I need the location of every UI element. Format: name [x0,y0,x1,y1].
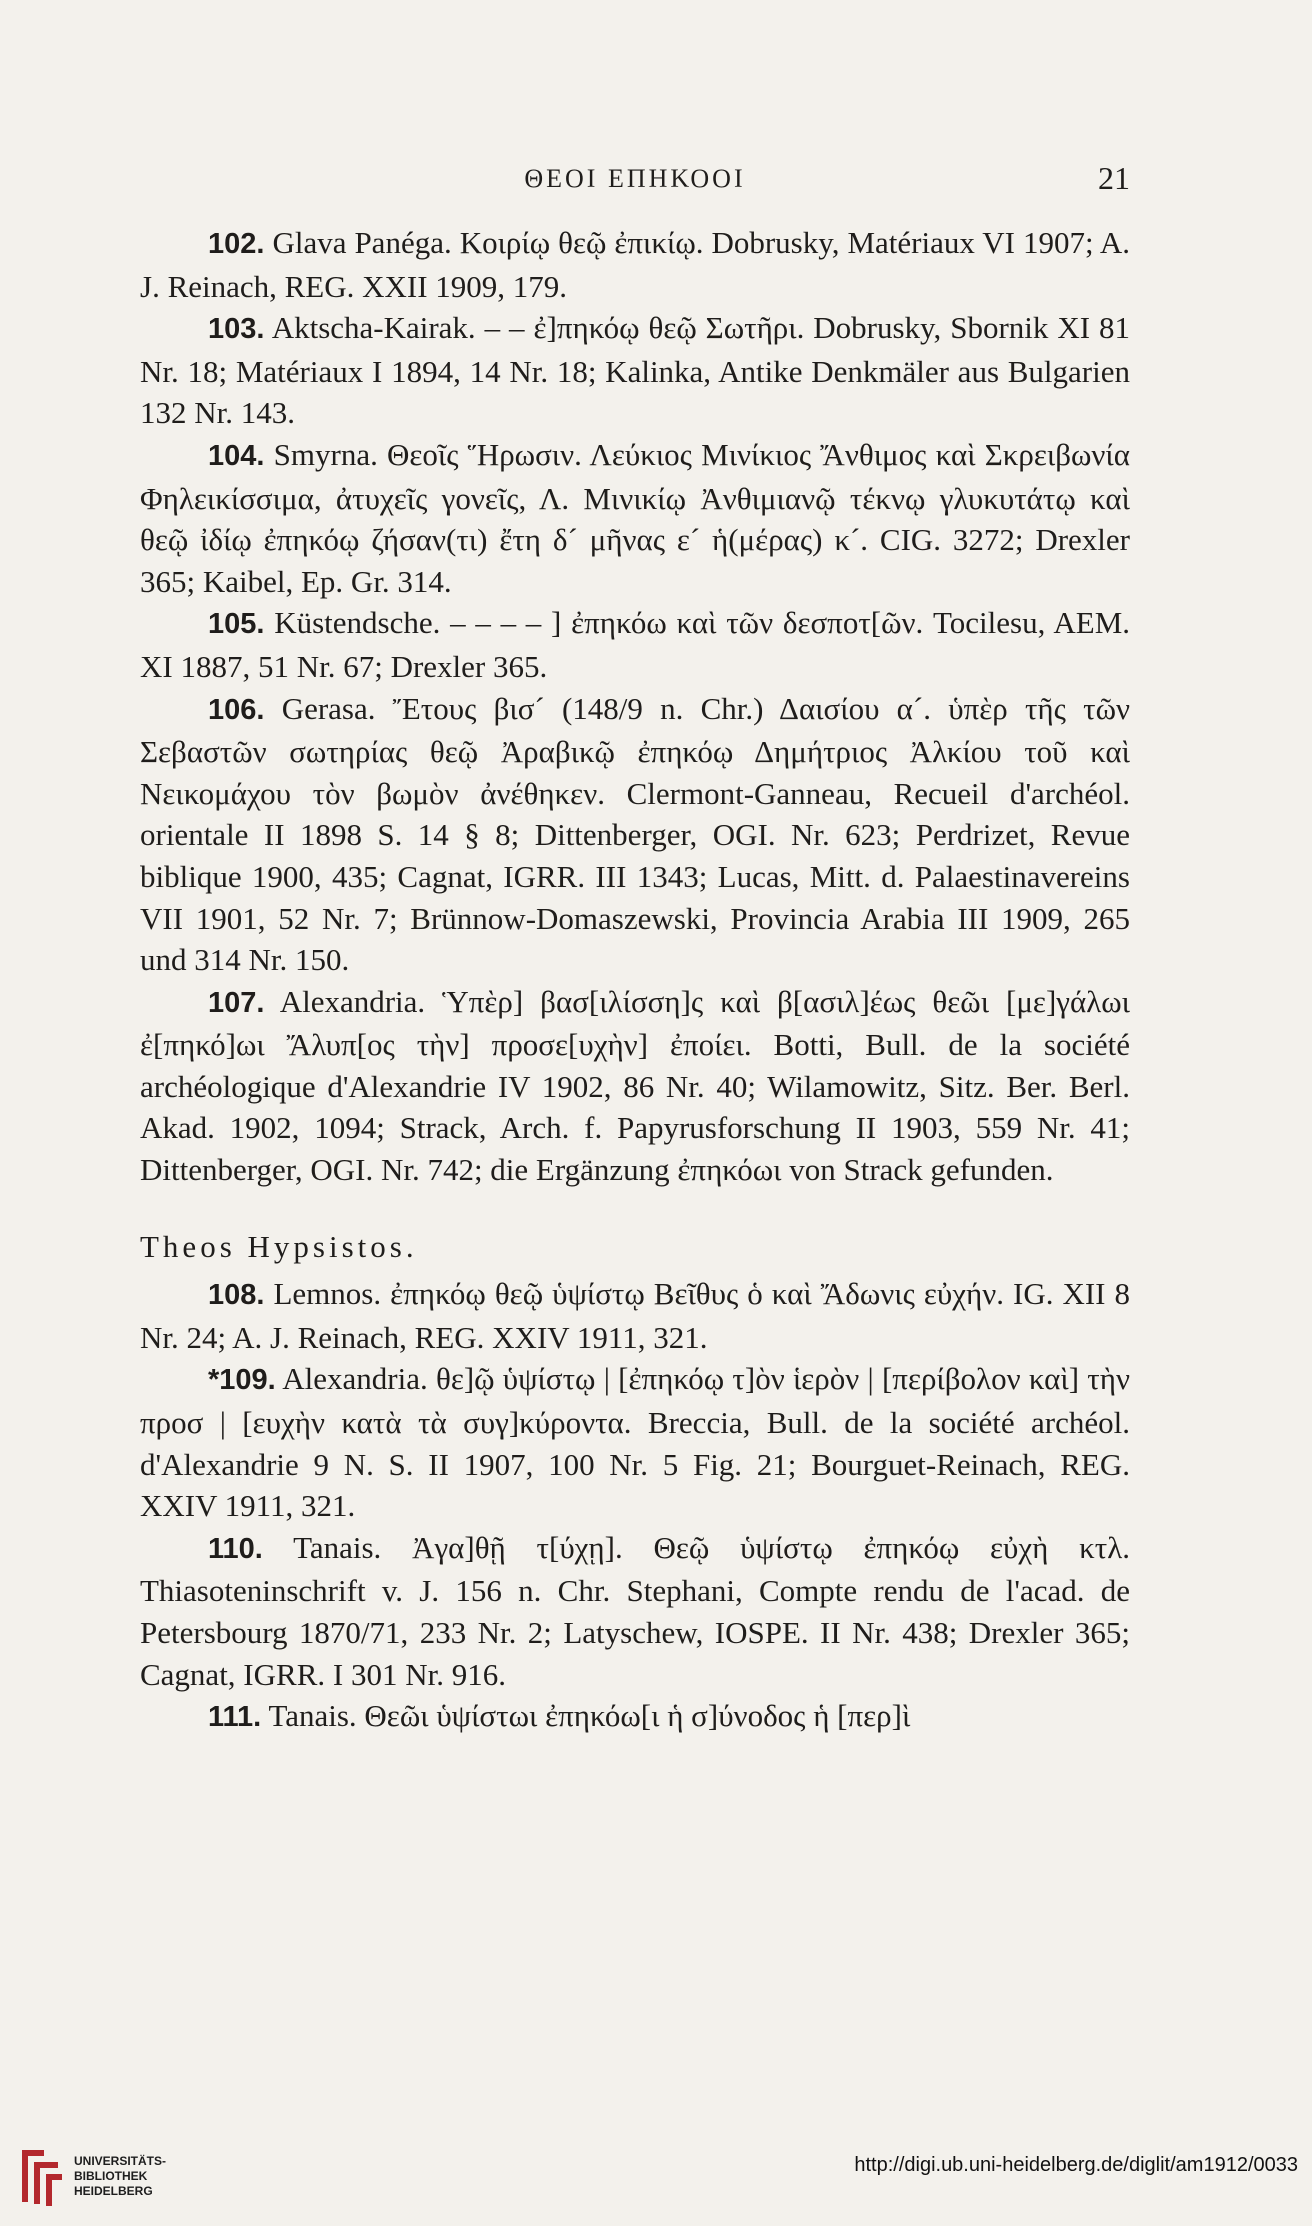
library-name-line: BIBLIOTHEK [74,2169,148,2183]
entry-number: 103. [208,313,265,346]
entry-text: Alexandria. θε]ῷ ὑψίστῳ | [ἐπηκόῳ τ]ὸν ἱερὸν | [περίβολον καὶ] τὴν προσ | [ευχὴν κατὰ τὰ συγ]κύροντα. Breccia, Bull. de la société archéol. d'Alexandrie 9 N. S. II 1907, 100 Nr. 5 Fig. 21; Bourguet-Reinach, REG. XXIV 1911, 321. [140,1361,1130,1524]
entry [140,1527,1130,1695]
entry-text: Glava Panéga. Κοιρίῳ θεῷ ἐπικίῳ. Dobrusky, Matériaux VI 1907; A. J. Reinach, REG. XXII 1909, 179. [140,225,1130,304]
entry-number: 105. [208,608,265,641]
library-name [74,2154,166,2199]
entry-number: 108. [208,1279,265,1312]
entry-number: 110. [208,1532,263,1565]
entries-before [140,222,1130,1191]
section-title: Theos Hypsistos. [140,1228,418,1264]
entry [140,222,1130,307]
library-seal-icon [14,2146,66,2208]
entry-number: 107. [208,986,265,1019]
entry-text: Tanais. Θεῶι ὑψίστωι ἐπηκόω[ι ἡ σ]ύνοδος ἡ [περ]ὶ [268,1698,911,1734]
running-title: ΘΕΟΙ ΕΠΗΚΟΟΙ [524,164,746,193]
library-name-line: UNIVERSITÄTS- [74,2154,167,2168]
source-url[interactable]: http://digi.ub.uni-heidelberg.de/diglit/am1912/0033 [854,2154,1298,2176]
entry [140,1358,1130,1526]
entry-number: 104. [208,439,265,472]
footer [0,2130,1312,2226]
page-number: 21 [1098,160,1130,196]
body-text [140,222,1130,1739]
entry [140,1695,1130,1739]
entry-text: Küstendsche. – – – – ] ἐπηκόω καὶ τῶν δεσποτ[ῶν. Tocilesu, AEM. XI 1887, 51 Nr. 67; Drexler 365. [140,605,1131,684]
entry-number: 111. [208,1701,262,1734]
entry [140,602,1130,687]
entry-text: Smyrna. Θεοῖς Ἥρωσιν. Λεύκιος Μινίκιος Ἄνθιμος καὶ Σκρειβωνία Φηλεικίσσιμα, ἀτυχεῖς γονεῖς, Λ. Μινικίῳ Ἀνθιμιανῷ τέκνῳ γλυκυτάτῳ καὶ θεῷ ἰδίῳ ἐπηκόῳ ζήσαν(τι) ἔτη δ´ μῆνας ε´ ἡ(μέρας) κ´. CIG. 3272; Drexler 365; Kaibel, Ep. Gr. 314. [140,436,1130,599]
page-header [140,160,1130,200]
entry-number: 102. [208,228,265,260]
entry [140,307,1130,434]
entry-number: *109. [208,1364,276,1397]
entry-text: Aktscha-Kairak. – – ἐ]πηκόῳ θεῷ Σωτῆρι. Dobrusky, Sbornik XI 81 Nr. 18; Matériaux I 1894, 14 Nr. 18; Kalinka, Antike Denkmäler aus Bulgarien 132 Nr. 143. [140,310,1130,431]
entry-number: 106. [208,693,265,726]
library-name-line: HEIDELBERG [74,2184,153,2198]
entry [140,981,1130,1191]
entries-after [140,1273,1130,1739]
entry-text: Gerasa. Ἔτους βισ´ (148/9 n. Chr.) Δαισίου α´. ὑπὲρ τῆς τῶν Σεβαστῶν σωτηρίας θεῷ Ἀραβικῷ ἐπηκόῳ Δημήτριος Ἀλκίου τοῦ καὶ Νεικομάχου τὸν βωμὸν ἀνέθηκεν. Clermont-Ganneau, Recueil d'archéol. orientale II 1898 S. 14 § 8; Dittenberger, OGI. Nr. 623; Perdrizet, Revue biblique 1900, 435; Cagnat, IGRR. III 1343; Lucas, Mitt. d. Palaestinavereins VII 1901, 52 Nr. 7; Brünnow-Domaszewski, Provincia Arabia III 1909, 265 und 314 Nr. 150. [140,690,1131,978]
entry [140,688,1130,981]
entry-text: Tanais. Ἀγα]θῇ τ[ύχῃ]. Θεῷ ὑψίστῳ ἐπηκόῳ εὐχὴ κτλ. Thiasoteninschrift v. J. 156 n. Chr. Stephani, Compte rendu de l'acad. de Petersbourg 1870/71, 233 Nr. 2; Latyschew, IOSPE. II Nr. 438; Drexler 365; Cagnat, IGRR. I 301 Nr. 916. [140,1529,1130,1692]
entry-text: Alexandria. Ὑπὲρ] βασ[ιλίσση]ς καὶ β[ασιλ]έως θεῶι [με]γάλωι ἐ[πηκό]ωι Ἄλυπ[ος τὴν] προσε[υχὴν] ἐποίει. Botti, Bull. de la société archéologique d'Alexandrie IV 1902, 86 Nr. 40; Wilamowitz, Sitz. Ber. Berl. Akad. 1902, 1094; Strack, Arch. f. Papyrusforschung II 1903, 559 Nr. 41; Dittenberger, OGI. Nr. 742; die Ergänzung ἐπηκόωι von Strack gefunden. [140,983,1130,1188]
entry [140,434,1130,602]
entry [140,1273,1130,1358]
entry-text: Lemnos. ἐπηκόῳ θεῷ ὑψίστῳ Βεῖθυς ὁ καὶ Ἄδωνις εὐχήν. IG. XII 8 Nr. 24; A. J. Reinach, REG. XXIV 1911, 321. [140,1276,1130,1355]
